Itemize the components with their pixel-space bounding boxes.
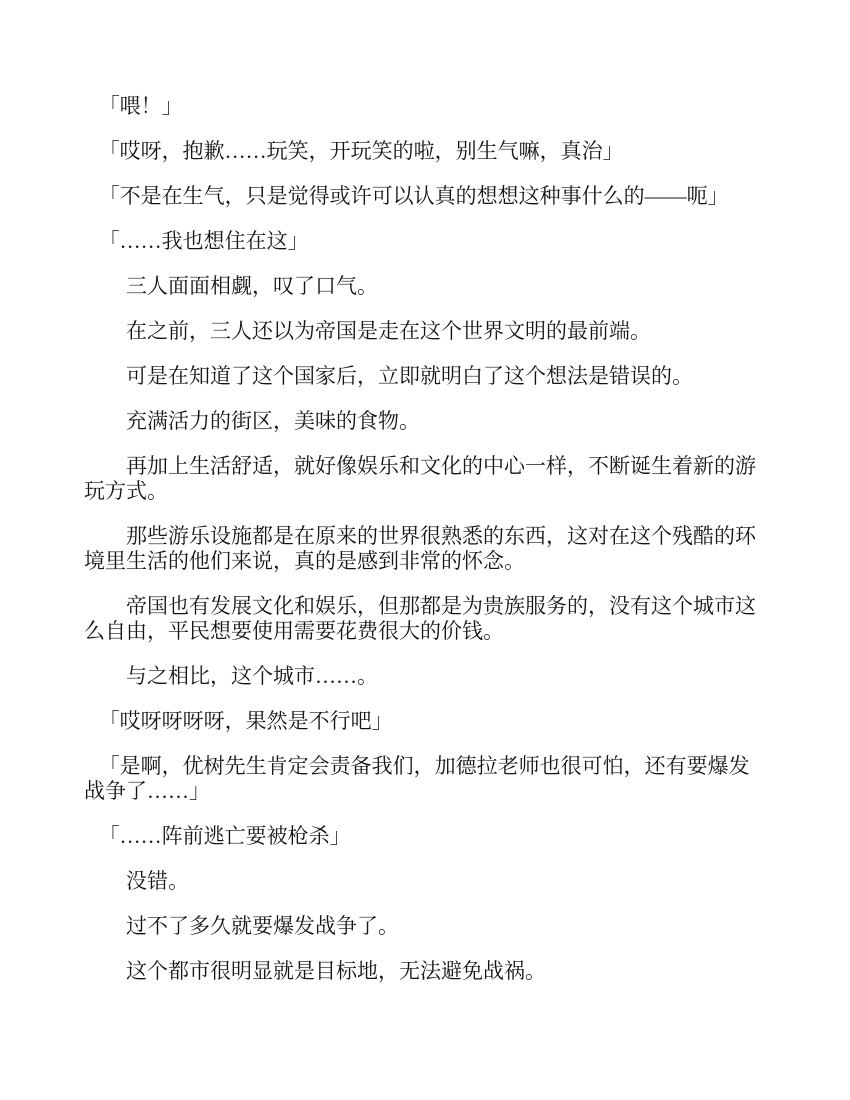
dialogue-line: 「……我也想住在这」: [98, 229, 309, 253]
dialogue-line: 「哎呀，抱歉……玩笑，开玩笑的啦，别生气嘛，真治」: [98, 139, 624, 163]
narration-line: 三人面面相觑，叹了口气。: [126, 274, 378, 298]
narration-line: 再加上生活舒适，就好像娱乐和文化的中心一样，不断诞生着新的游玩方式。: [84, 454, 756, 503]
narration-line: 那些游乐设施都是在原来的世界很熟悉的东西，这对在这个残酷的环境里生活的他们来说，真的是感到非常的怀念。: [84, 524, 756, 573]
narration-line: 没错。: [126, 869, 189, 893]
dialogue-line: 「不是在生气，只是觉得或许可以认真的想想这种事什么的——呃」: [98, 184, 729, 208]
narration-line: 帝国也有发展文化和娱乐，但那都是为贵族服务的，没有这个城市这么自由，平民想要使用需要花费很大的价钱。: [84, 594, 756, 643]
narration-line: 在之前，三人还以为帝国是走在这个世界文明的最前端。: [126, 319, 651, 343]
dialogue-line: 「喂！」: [98, 94, 183, 118]
dialogue-line: 「是啊，优树先生肯定会责备我们，加德拉老师也很可怕，还有要爆发战争了……」: [84, 754, 750, 803]
narration-line: 充满活力的街区，美味的食物。: [126, 409, 420, 433]
narration-line: 这个都市很明显就是目标地，无法避免战祸。: [126, 959, 546, 983]
dialogue-line: 「哎呀呀呀呀，果然是不行吧」: [98, 709, 393, 733]
dialogue-line: 「……阵前逃亡要被枪杀」: [98, 824, 351, 848]
narration-line: 可是在知道了这个国家后，立即就明白了这个想法是错误的。: [126, 364, 693, 388]
narration-line: 与之相比，这个城市……。: [126, 664, 378, 688]
narration-line: 过不了多久就要爆发战争了。: [126, 914, 399, 938]
